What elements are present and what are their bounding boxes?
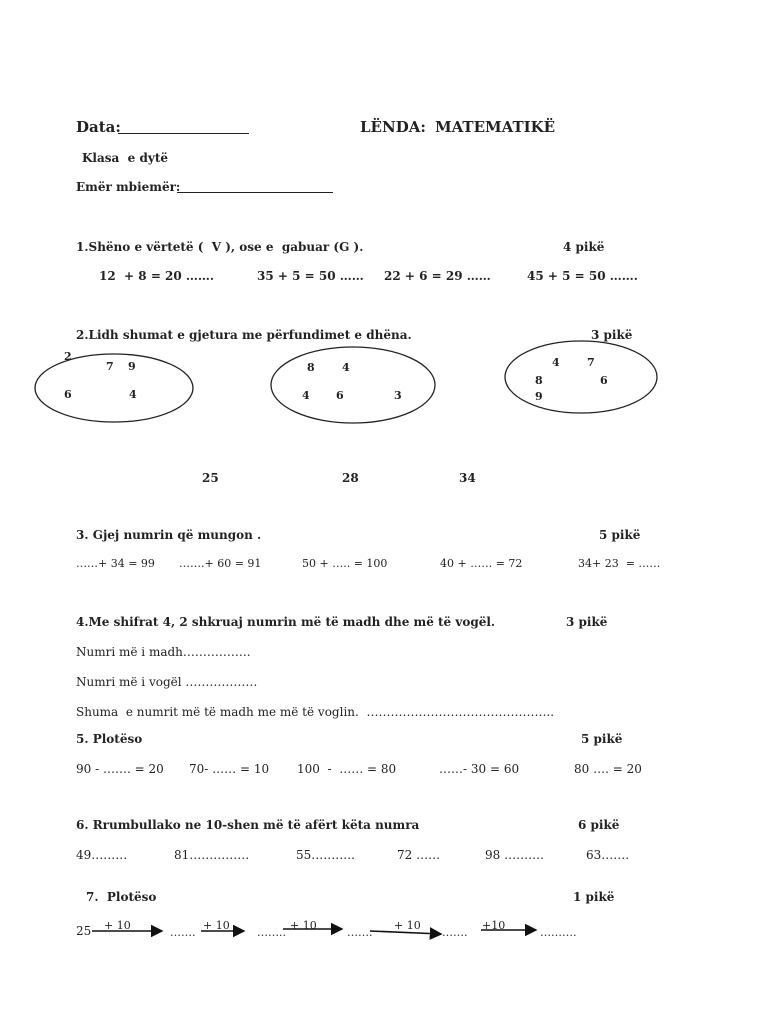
set1-number: 2 <box>64 350 72 363</box>
q7-step-label: +10 <box>482 919 506 932</box>
q7-title: 7. Plotëso <box>86 890 157 904</box>
set3-number: 6 <box>600 374 608 387</box>
q7-blank[interactable]: ………. <box>540 926 577 939</box>
result-number: 25 <box>202 471 219 485</box>
q1-points: 4 pikë <box>563 240 605 254</box>
date-label: Data: <box>76 118 121 136</box>
q6-item: 63……. <box>586 848 630 862</box>
result-number: 34 <box>459 471 476 485</box>
q7-step-label: + 10 <box>104 919 131 932</box>
q4-title: 4.Me shifrat 4, 2 shkruaj numrin më të madh dhe më të vogël. <box>76 615 496 629</box>
set2-number: 3 <box>394 389 402 402</box>
set3-number: 4 <box>552 356 560 369</box>
q5-points: 5 pikë <box>581 732 623 746</box>
set2-number: 6 <box>336 389 344 402</box>
q7-blank[interactable]: …….. <box>257 926 286 939</box>
q5-item: 90 - ……. = 20 <box>76 762 164 776</box>
q5-title: 5. Plotëso <box>76 732 143 746</box>
name-label: Emër mbiemër: <box>76 180 181 194</box>
q1-item: 12 + 8 = 20 ……. <box>99 269 215 283</box>
q6-points: 6 pikë <box>578 818 620 832</box>
q5-item: 100 - …… = 80 <box>297 762 397 776</box>
q3-item: …….+ 60 = 91 <box>179 557 262 570</box>
q7-step-label: + 10 <box>290 919 317 932</box>
subject-label: LËNDA: <box>360 118 426 136</box>
q7-blank[interactable]: ……. <box>347 926 373 939</box>
q7-blank[interactable]: ……. <box>170 926 196 939</box>
set2-number: 8 <box>307 361 315 374</box>
q3-item: ……+ 34 = 99 <box>76 557 155 570</box>
q6-item: 98 ………. <box>485 848 544 862</box>
q7-step-label: + 10 <box>394 919 421 932</box>
q5-item: 70- …… = 10 <box>189 762 270 776</box>
q3-points: 5 pikë <box>599 528 641 542</box>
q3-item: 50 + ….. = 100 <box>302 557 388 570</box>
result-number: 28 <box>342 471 359 485</box>
q6-item: 81…………… <box>174 848 250 862</box>
q3-item: 40 + …… = 72 <box>440 557 523 570</box>
arrow-icon <box>370 931 441 934</box>
subject-name: MATEMATIKË <box>435 118 556 136</box>
q6-item: 55……….. <box>296 848 355 862</box>
q4-line: Numri më i vogël ……………… <box>76 675 258 689</box>
q1-title: 1.Shëno e vërtetë ( V ), ose e gabuar (G ). <box>76 240 364 254</box>
set2-number: 4 <box>342 361 350 374</box>
set1-number: 7 <box>106 360 114 373</box>
set1-number: 4 <box>129 388 137 401</box>
q2-points: 3 pikë <box>591 328 633 342</box>
set1-number: 9 <box>128 360 136 373</box>
q6-item: 72 …… <box>397 848 441 862</box>
q1-item: 35 + 5 = 50 …… <box>257 269 364 283</box>
set3-number: 9 <box>535 390 543 403</box>
set2-number: 4 <box>302 389 310 402</box>
q6-item: 49……… <box>76 848 128 862</box>
q1-item: 45 + 5 = 50 ……. <box>527 269 638 283</box>
set1-number: 6 <box>64 388 72 401</box>
set3-number: 7 <box>587 356 595 369</box>
q7-blank[interactable]: ……. <box>442 926 468 939</box>
set3-number: 8 <box>535 374 543 387</box>
q5-item: 80 …. = 20 <box>574 762 642 776</box>
q2-title: 2.Lidh shumat e gjetura me përfundimet e dhëna. <box>76 328 412 342</box>
q3-title: 3. Gjej numrin që mungon . <box>76 528 262 542</box>
q1-item: 22 + 6 = 29 …… <box>384 269 491 283</box>
q7-points: 1 pikë <box>573 890 615 904</box>
q4-line: Shuma e numrit më të madh me më të voglin. ……………………………………….. <box>76 705 555 719</box>
q3-item: 34+ 23 = …… <box>578 557 661 570</box>
q4-line: Numri më i madh…………….. <box>76 645 251 659</box>
q4-points: 3 pikë <box>566 615 608 629</box>
q5-item: ……- 30 = 60 <box>439 762 520 776</box>
q7-step-label: + 10 <box>203 919 230 932</box>
class-label: Klasa e dytë <box>82 151 169 165</box>
q7-start-number: 25 <box>76 924 92 938</box>
q6-title: 6. Rrumbullako ne 10-shen më të afërt këta numra <box>76 818 420 832</box>
